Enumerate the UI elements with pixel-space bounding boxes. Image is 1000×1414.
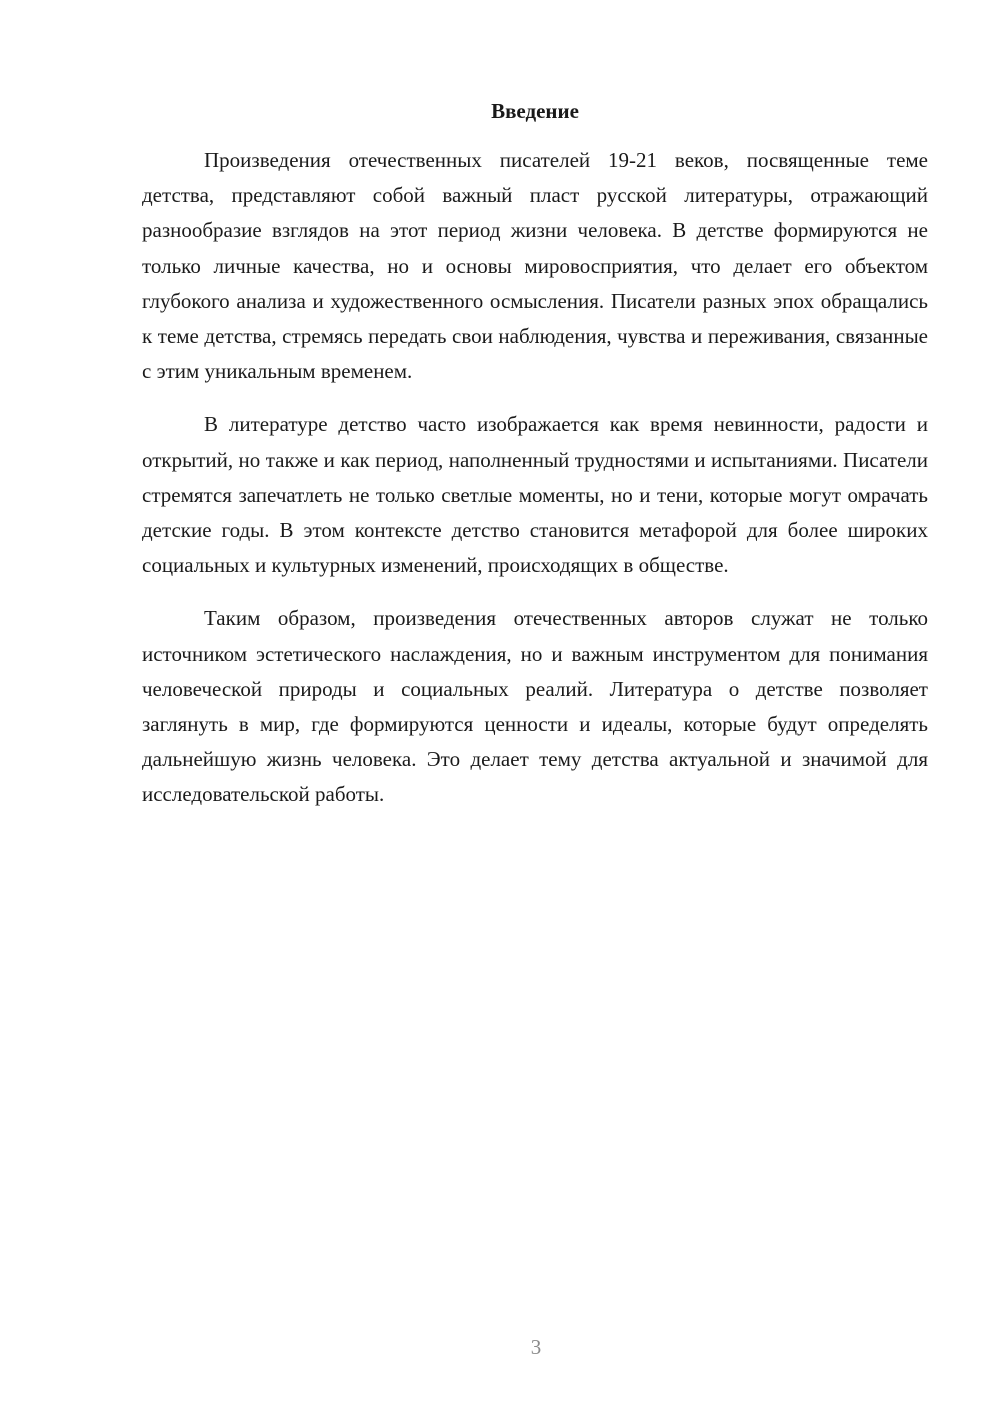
section-heading: Введение: [491, 99, 579, 123]
body-text: [142, 143, 928, 831]
paragraph: Произведения отечественных писателей 19-21 веков, посвященные теме детства, представляют собой важный пласт русской литературы, отражающий разнообразие взглядов на этот период жизни человека. В детстве формируются не только личные качества, но и основы мировосприятия, что делает его объектом глубокого анализа и художественного осмысления. Писатели разных эпох обращались к теме детства, стремясь передать свои наблюдения, чувства и переживания, связанные с этим уникальным временем.: [142, 148, 928, 384]
paragraph: В литературе детство часто изображается как время невинности, радости и открытий, но также и как период, наполненный трудностями и испытаниями. Писатели стремятся запечатлеть не только светлые моменты, но и тени, которые могут омрачать детские годы. В этом контексте детство становится метафорой для более широких социальных и культурных изменений, происходящих в обществе.: [142, 412, 928, 578]
paragraph: Таким образом, произведения отечественных авторов служат не только источником эстетического наслаждения, но и важным инструментом для понимания человеческой природы и социальных реалий. Литература о детстве позволяет заглянуть в мир, где формируются ценности и идеалы, которые будут определять дальнейшую жизнь человека. Это делает тему детства актуальной и значимой для исследовательской работы.: [142, 606, 928, 807]
page-number: 3: [530, 1335, 542, 1359]
